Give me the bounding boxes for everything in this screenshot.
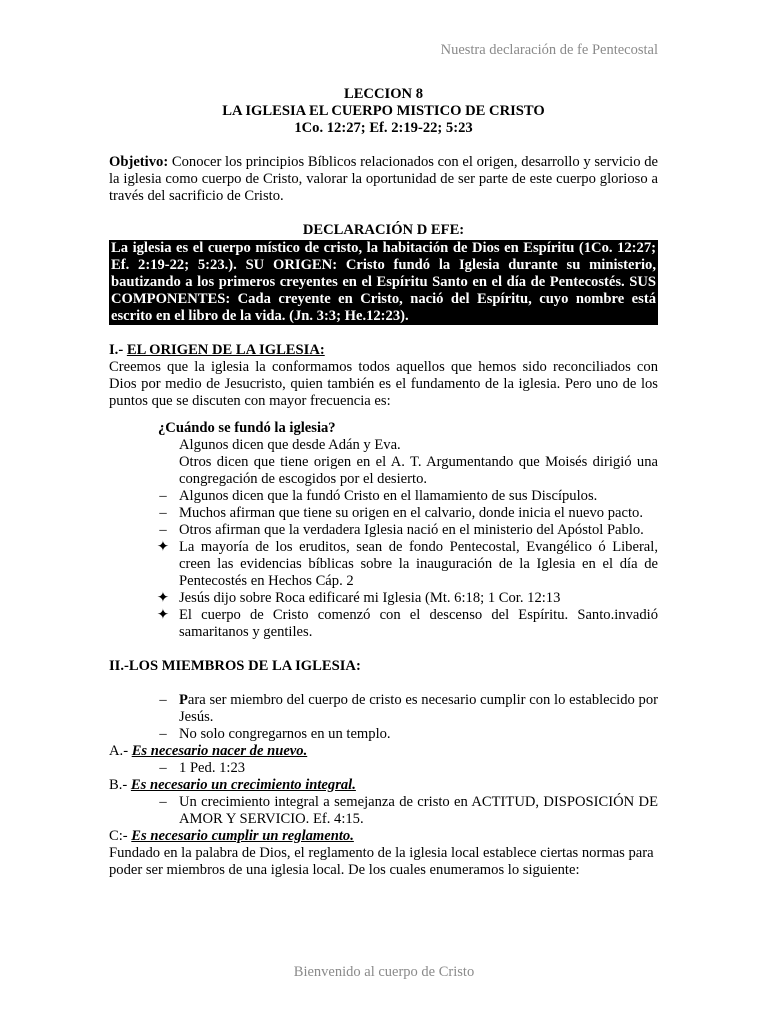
lesson-references: 1Co. 12:27; Ef. 2:19-22; 5:23 [294,120,473,136]
objective-paragraph [109,154,658,205]
dash-marker: – [159,522,167,538]
list-item: ✦ Jesús dijo sobre Roca edificaré mi Iglesia (Mt. 6:18; 1 Cor. 12:13 [156,590,561,606]
section1-heading [109,342,658,359]
question-heading: ¿Cuándo se fundó la iglesia? [158,420,336,436]
list-item: – Otros afirman que la verdadera Iglesia nació en el ministerio del Apóstol Pablo. [109,522,658,539]
section1-heading-prefix: I.- [109,342,127,358]
list-item: ✦ La mayoría de los eruditos, sean de fondo Pentecostal, Evangélico ó Liberal, creen las evidencias bíblicas sobre la inauguración de la Iglesia en el día de Pentecostés en Hechos Cáp. 2 [156,539,658,589]
page-header: Nuestra declaración de fe Pentecostal [440,42,658,58]
list-item: Algunos dicen que desde Adán y Eva. [179,437,401,453]
list-item: – Para ser miembro del cuerpo de cristo es necesario cumplir con lo establecido por Jesús. [109,692,658,726]
list-item: ✦ El cuerpo de Cristo comenzó con el descenso del Espíritu. Santo.invadió samaritanos y gentiles. [156,607,658,640]
page-content [109,86,658,879]
subsection-b-heading: B.- Es necesario un crecimiento integral. [109,777,356,793]
lesson-title: LA IGLESIA EL CUERPO MISTICO DE CRISTO [222,103,545,119]
star-bullet-icon: ✦ [156,539,170,555]
page-footer: Bienvenido al cuerpo de Cristo [293,964,475,980]
subsection-c-text: Fundado en la palabra de Dios, el reglamento de la iglesia local establece ciertas normas para poder ser miembros de una iglesia local. De los cuales enumeramos lo siguiente: [109,845,654,878]
dash-marker: – [159,692,167,708]
declaration-box: La iglesia es el cuerpo místico de cristo, la habitación de Dios en Espíritu (1Co. 12:27; Ef. 2:19-22; 5:23.). SU ORIGEN: Cristo fundó la Iglesia durante su ministerio, bautizando a los primeros creyentes en el Espíritu Santo en el día de Pentecostés. SUS COMPONENTES: Cada creyente en Cristo, nació del Espíritu, cuyo nombre está escrito en el libro de la vida. (Jn. 3:3; He.12:23). [111,240,656,324]
dash-marker: – [159,760,167,776]
subsection-c-heading: C:- Es necesario cumplir un reglamento. [109,828,354,844]
list-item: – Un crecimiento integral a semejanza de cristo en ACTITUD, DISPOSICIÓN DE AMOR Y SERVICIO. Ef. 4:15. [109,794,658,828]
list-item: – No solo congregarnos en un templo. [109,726,658,743]
declaration-heading: DECLARACIÓN D EFE: [302,222,465,238]
list-item: – 1 Ped. 1:23 [109,760,658,777]
list-item: – Muchos afirman que tiene su origen en el calvario, donde inicia el nuevo pacto. [109,505,658,522]
list-item: Otros dicen que tiene origen en el A. T. Argumentando que Moisés dirigió una congregación de escogidos por el desierto. [179,454,658,487]
objective-text: Conocer los principios Bíblicos relacionados con el origen, desarrollo y servicio de la iglesia como cuerpo de Cristo, valorar la oportunidad de ser parte de este cuerpo glorioso a través del sacrificio de Cristo. [109,154,658,204]
lesson-number: LECCION 8 [343,86,424,102]
section2-heading: II.-LOS MIEMBROS DE LA IGLESIA: [109,658,361,674]
dash-marker: – [159,505,167,521]
section1-intro: Creemos que la iglesia la conformamos todos aquellos que hemos sido reconciliados con Dios por medio de Jesucristo, quien también es el fundamento de la iglesia. Pero uno de los puntos que se discuten con mayor frecuencia es: [109,359,658,409]
dash-marker: – [159,726,167,742]
subsection-a-heading: A.- Es necesario nacer de nuevo. [109,743,308,759]
list-item: – Algunos dicen que la fundó Cristo en el llamamiento de sus Discípulos. [109,488,658,505]
star-bullet-icon: ✦ [156,607,170,623]
dash-marker: – [159,488,167,504]
section1-heading-text: EL ORIGEN DE LA IGLESIA: [126,342,325,358]
star-bullet-icon: ✦ [156,590,170,606]
dash-marker: – [159,794,167,810]
objective-label: Objetivo: [109,154,169,170]
